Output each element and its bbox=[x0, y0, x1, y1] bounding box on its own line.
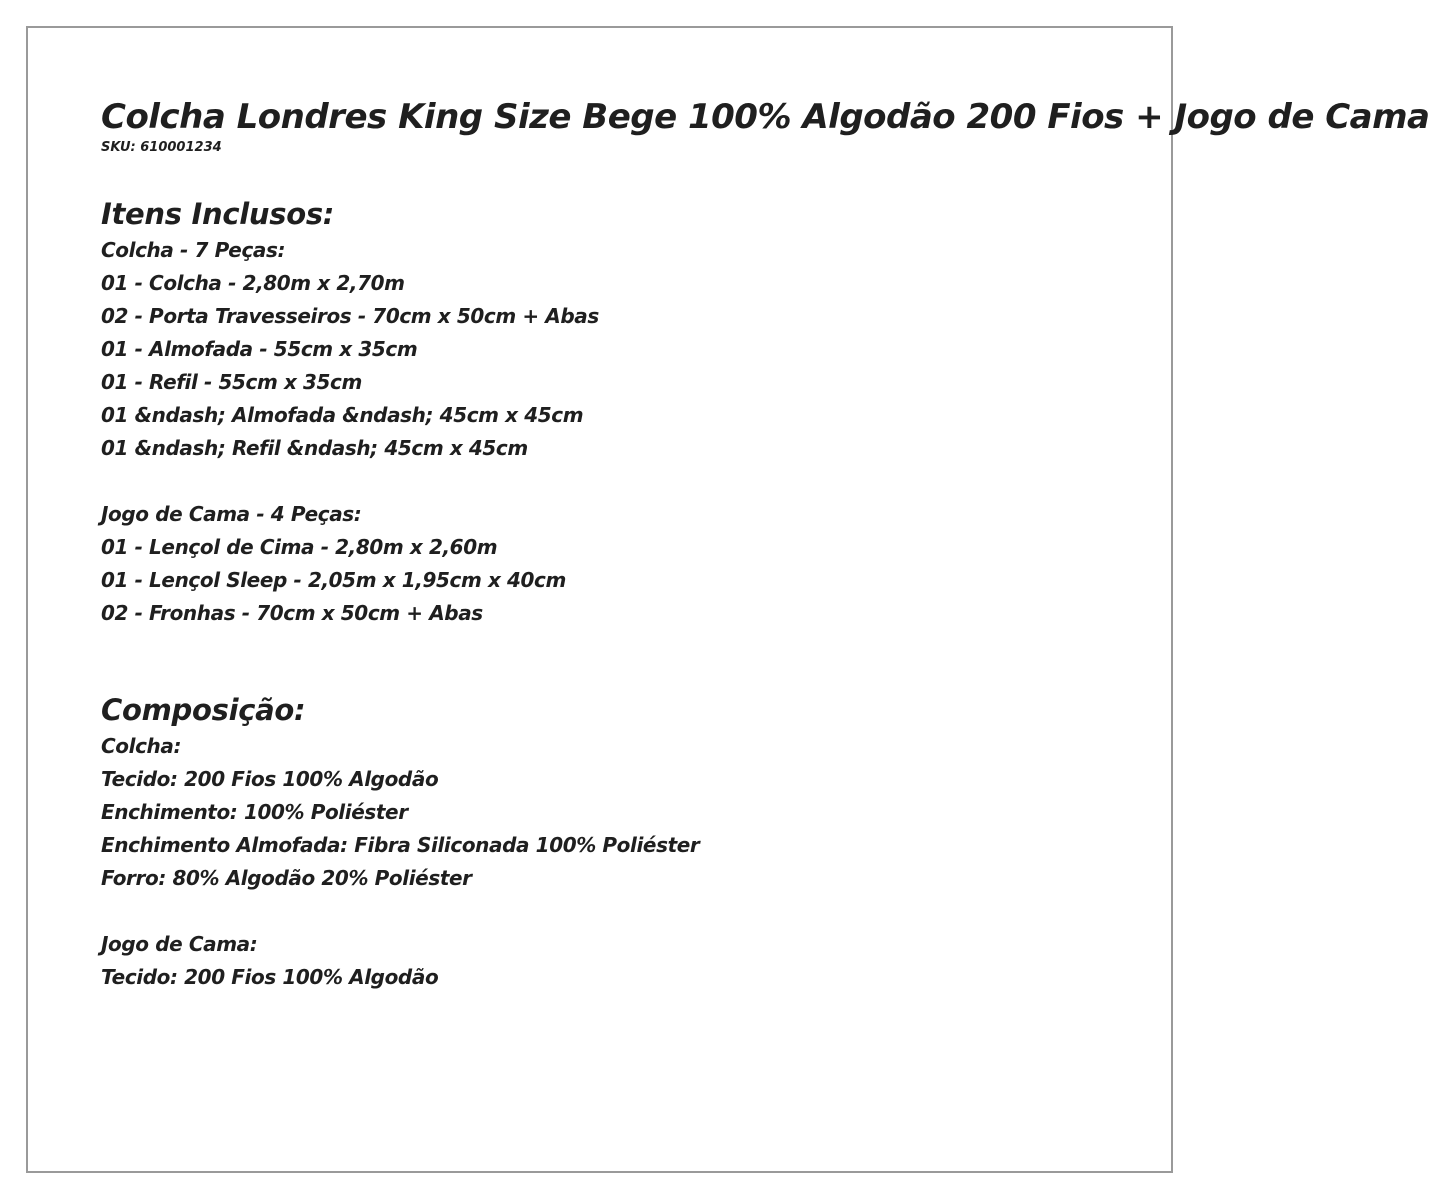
product-description-content bbox=[101, 94, 1430, 994]
product-description-frame bbox=[26, 26, 1430, 1173]
colcha-pieces-subheading: Colcha - 7 Peças: bbox=[101, 238, 286, 262]
product-sku: SKU: 610001234 bbox=[101, 140, 222, 155]
list-item: Tecido: 200 Fios 100% Algodão bbox=[101, 965, 439, 989]
list-item: 02 - Fronhas - 70cm x 50cm + Abas bbox=[101, 601, 483, 625]
list-item: 01 - Refil - 55cm x 35cm bbox=[101, 370, 362, 394]
itens-inclusos-heading: Itens Inclusos: bbox=[101, 197, 335, 231]
list-item: 01 - Almofada - 55cm x 35cm bbox=[101, 337, 418, 361]
list-item: 01 &ndash; Almofada &ndash; 45cm x 45cm bbox=[101, 403, 584, 427]
list-item: 01 - Lençol Sleep - 2,05m x 1,95cm x 40cm bbox=[101, 568, 566, 592]
list-item: 01 - Lençol de Cima - 2,80m x 2,60m bbox=[101, 535, 498, 559]
list-item: Tecido: 200 Fios 100% Algodão bbox=[101, 767, 439, 791]
list-item: 01 - Colcha - 2,80m x 2,70m bbox=[101, 271, 405, 295]
colcha-composition-subheading: Colcha: bbox=[101, 734, 182, 758]
jogo-de-cama-pieces-subheading: Jogo de Cama - 4 Peças: bbox=[101, 502, 362, 526]
list-item: 01 &ndash; Refil &ndash; 45cm x 45cm bbox=[101, 436, 528, 460]
product-title: Colcha Londres King Size Bege 100% Algodão 200 Fios + Jogo de Cama bbox=[101, 97, 1430, 137]
list-item: 02 - Porta Travesseiros - 70cm x 50cm + Abas bbox=[101, 304, 599, 328]
jogo-de-cama-composition-subheading: Jogo de Cama: bbox=[101, 932, 258, 956]
list-item: Forro: 80% Algodão 20% Poliéster bbox=[101, 866, 472, 890]
list-item: Enchimento: 100% Poliéster bbox=[101, 800, 408, 824]
composicao-heading: Composição: bbox=[101, 693, 306, 727]
list-item: Enchimento Almofada: Fibra Siliconada 100% Poliéster bbox=[101, 833, 700, 857]
